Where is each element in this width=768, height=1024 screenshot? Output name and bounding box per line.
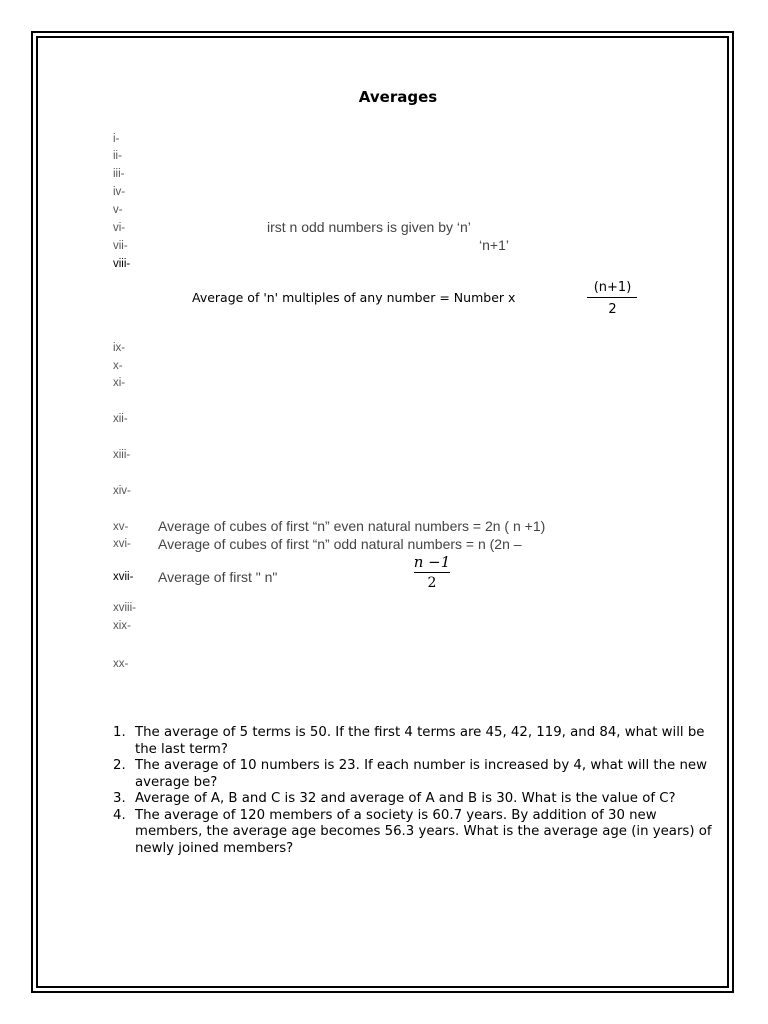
question-text: The average of 10 numbers is 23. If each number is increased by 4, what will the new average be? xyxy=(135,758,707,790)
question-item xyxy=(113,791,713,808)
question-item xyxy=(113,758,713,791)
question-number: 1. xyxy=(113,725,126,740)
math-fraction-denominator: 2 xyxy=(427,575,437,591)
roman-label-ix: ix- xyxy=(113,342,126,354)
question-item xyxy=(113,808,713,858)
question-text: The average of 120 members of a society is 60.7 years. By addition of 30 new members, the average age becomes 56.3 years. What is the average age (in years) of newly joined members? xyxy=(135,807,712,856)
roman-label-i: i- xyxy=(113,133,120,145)
roman-label-xviii: xviii- xyxy=(113,602,136,614)
question-number: 2. xyxy=(113,758,126,773)
roman-label-ii: ii- xyxy=(113,150,122,162)
formula-fragment-vii: ‘n+1’ xyxy=(479,237,509,253)
question-list xyxy=(113,725,713,857)
roman-label-xiii: xiii- xyxy=(113,449,131,461)
roman-label-xvi: xvi- xyxy=(113,538,131,550)
roman-label-xii: xii- xyxy=(113,413,128,425)
roman-label-iii: iii- xyxy=(113,168,125,180)
math-fraction-bar xyxy=(414,572,450,573)
roman-label-vi: vi- xyxy=(113,222,126,234)
question-number: 3. xyxy=(113,791,126,806)
roman-label-iv: iv- xyxy=(113,186,126,198)
math-fraction-numerator: n −1 xyxy=(413,553,451,571)
fraction-bar xyxy=(587,297,637,298)
question-number: 4. xyxy=(113,807,126,823)
roman-label-xv: xv- xyxy=(113,521,129,533)
formula-first-n: Average of first " n" xyxy=(158,569,278,585)
fraction-denominator: 2 xyxy=(608,302,617,317)
formula-even-cubes: Average of cubes of first “n” even natural numbers = 2n ( n +1) xyxy=(158,518,546,534)
page-title: Averages xyxy=(358,88,438,106)
roman-label-xiv: xiv- xyxy=(113,485,131,497)
formula-fragment-vi: irst n odd numbers is given by ‘n’ xyxy=(267,219,471,235)
fraction-numerator: (n+1) xyxy=(593,280,632,295)
roman-label-xi: xi- xyxy=(113,377,126,389)
roman-label-v: v- xyxy=(113,204,123,216)
roman-label-x: x- xyxy=(113,360,123,372)
roman-label-xvii: xvii- xyxy=(113,571,134,583)
roman-label-xx: xx- xyxy=(113,658,129,670)
formula-odd-cubes: Average of cubes of first “n” odd natural numbers = n (2n – xyxy=(158,536,522,552)
roman-label-viii: viii- xyxy=(113,258,131,270)
question-text: Average of A, B and C is 32 and average of A and B is 30. What is the value of C? xyxy=(135,791,676,806)
question-text: The average of 5 terms is 50. If the first 4 terms are 45, 42, 119, and 84, what will be the last term? xyxy=(135,725,705,757)
question-item xyxy=(113,725,713,758)
formula-multiples-average: Average of 'n' multiples of any number = Number x xyxy=(192,290,516,305)
roman-label-vii: vii- xyxy=(113,240,128,252)
roman-label-xix: xix- xyxy=(113,620,131,632)
